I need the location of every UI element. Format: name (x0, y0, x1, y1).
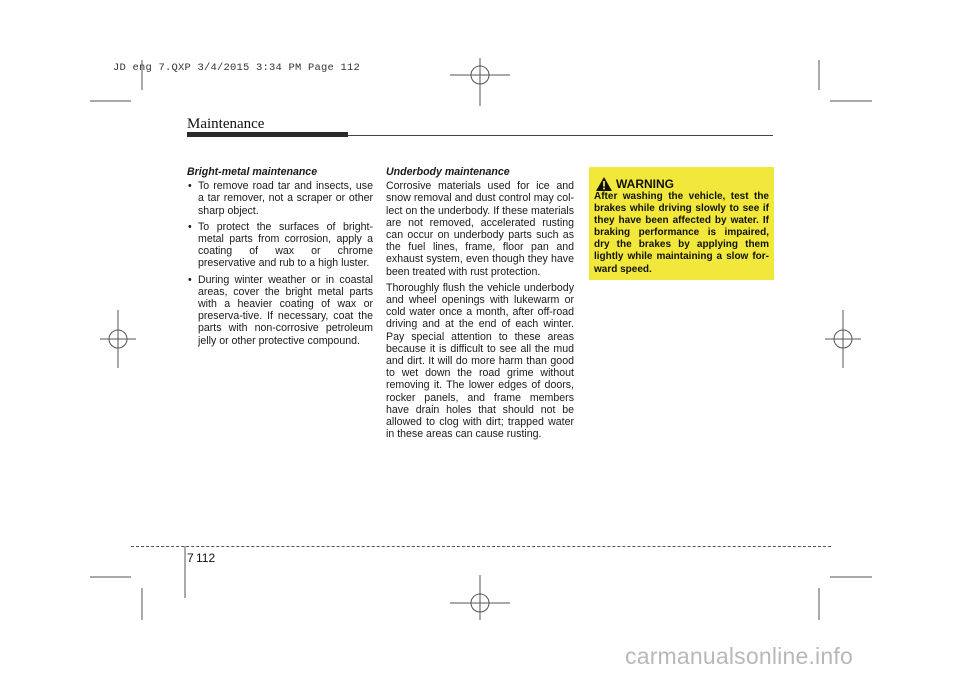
list-item: • To protect the surfaces of bright-metal parts from corrosion, apply a coating of wax or chrome preservative and rub to a high luster. (187, 221, 373, 270)
underbody-paragraph: Thoroughly flush the vehicle underbody and wheel openings with lukewarm or cold water once a month, after off-road driving and at the end of each winter. Pay special attention to these areas because it is difficult to see all the mud and dirt. It will do more harm than good to wet down the road grime without removing it. The lower edges of doors, rocker panels, and frame members have drain holes that should not be allowed to clog with dirt; trapped water in these areas can cause rusting. (386, 281, 574, 441)
footer-dashed-rule (131, 546, 831, 547)
print-slug: JD eng 7.QXP 3/4/2015 3:34 PM Page 112 (113, 62, 361, 74)
section-header-bar (187, 132, 348, 137)
middle-column (386, 166, 574, 444)
warning-triangle-icon (595, 176, 613, 192)
list-item: • During winter weather or in coastal areas, cover the bright metal parts with a heavier coating of wax or preserva-tive. If necessary, coat the parts with non-corrosive petroleum jelly or other protective compound. (187, 274, 373, 347)
list-item: • To remove road tar and insects, use a tar remover, not a scraper or other sharp object. (187, 180, 373, 217)
watermark-text: carmanualsonline.info (625, 643, 853, 669)
left-column (187, 166, 373, 351)
chapter-number: 7 (187, 551, 194, 565)
page-number: 112 (196, 551, 216, 565)
warning-text: After washing the vehicle, test the brakes while driving slowly to see if they have been affected by water. If braking performance is impaired, dry the brakes by applying them lightly while maintaining a slow for-ward speed. (594, 191, 769, 275)
bright-metal-heading: Bright-metal maintenance (187, 166, 318, 178)
section-header-rule (348, 135, 773, 136)
underbody-heading: Underbody maintenance (386, 166, 510, 178)
warning-box (589, 167, 774, 280)
underbody-paragraph: Corrosive materials used for ice and snow removal and dust control may col-lect on the underbody. If these materials are not removed, accelerated rusting can occur on underbody parts such as the fuel lines, frame, floor pan and exhaust system, even though they have been treated with rust protection. (386, 180, 574, 278)
bright-metal-list (187, 180, 373, 347)
warning-title: WARNING (616, 177, 674, 191)
section-title: Maintenance (187, 116, 265, 132)
